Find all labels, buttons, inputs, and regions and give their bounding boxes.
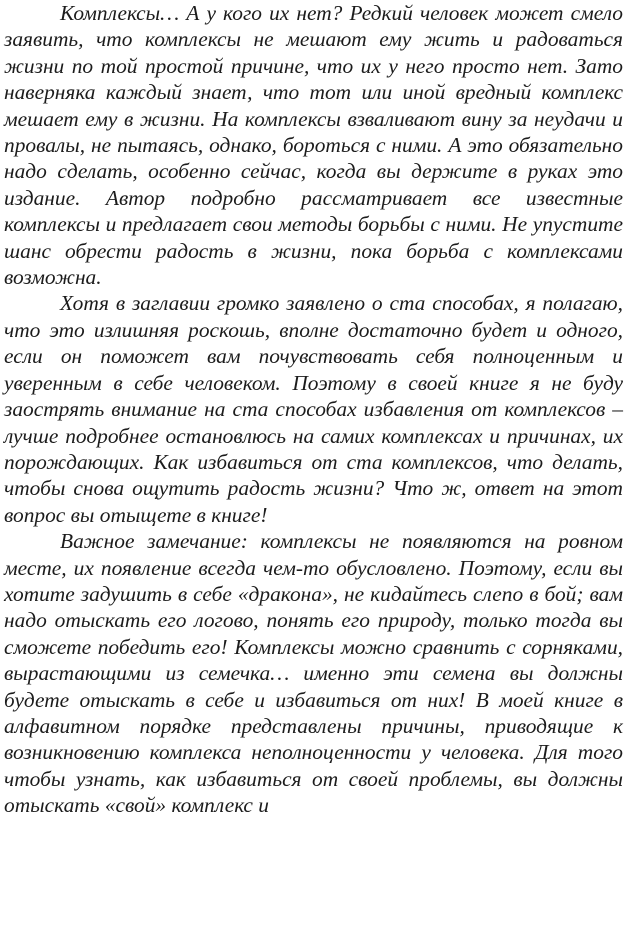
paragraph-important-note: Важное замечание: комплексы не появляются на ровном месте, их появление всегда чем-то обусловлено. Поэтому, если вы хотите задушить в себе «дракона», не кидайтесь слепо в бой; вам надо отыскать его логово, понять его природу, только тогда вы сможете победить его! Комплексы можно сравнить с сорняками, вырастающими из семечка… именно эти семена вы должны будете отыскать в себе и избавиться от них! В моей книге в алфавитном порядке представлены причины, приводящие к возникновению комплекса неполноценности у человека. Для того чтобы узнать, как избавиться от своей проблемы, вы должны отыскать «свой» комплекс и (4, 529, 623, 818)
paragraph-intro: Комплексы… А у кого их нет? Редкий человек может смело заявить, что комплексы не мешают ему жить и радоваться жизни по той простой причине, что их у него просто нет. Зато наверняка каждый знает, что тот или иной вредный комплекс мешает ему в жизни. На комплексы взваливают вину за неудачи и провалы, не пытаясь, однако, бороться с ними. А это обязательно надо сделать, особенно сейчас, когда вы держите в руках это издание. Автор подробно рассматривает все известные комплексы и предлагает свои методы борьбы с ними. Не упустите шанс обрести радость в жизни, пока борьба с комплексами возможна. (4, 1, 623, 290)
paragraph-hundred-ways: Хотя в заглавии громко заявлено о ста способах, я полагаю, что это излишняя роскошь, вполне достаточно будет и одного, если он поможет вам почувствовать себя полноценным и уверенным в себе человеком. Поэтому в своей книге я не буду заострять внимание на ста способах избавления от комплексов – лучше подробнее остановлюсь на самих комплексах и причинах, их порождающих. Как избавиться от ста комплексов, что делать, чтобы снова ощутить радость жизни? Что ж, ответ на этот вопрос вы отыщете в книге! (4, 291, 623, 527)
